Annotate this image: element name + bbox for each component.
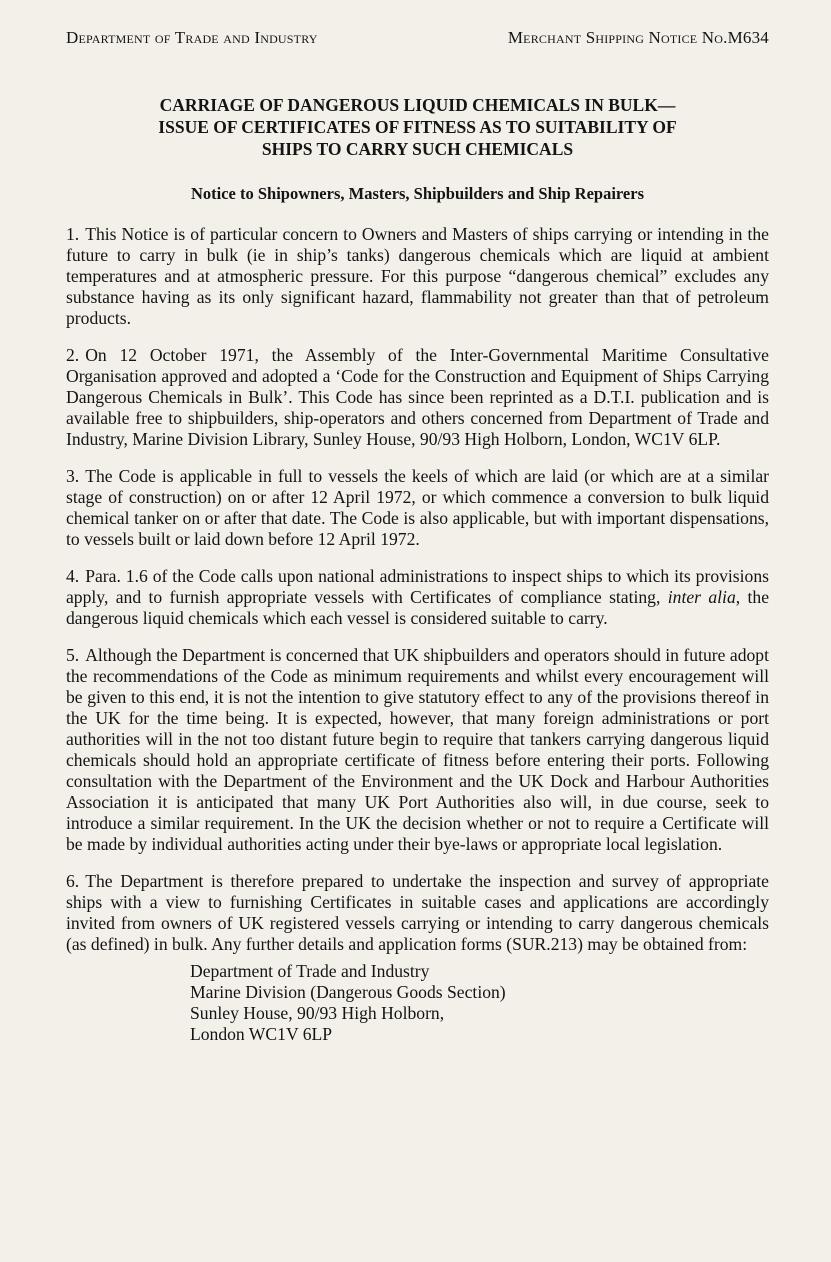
address-line: London WC1V 6LP	[190, 1024, 333, 1044]
paragraph-3	[66, 466, 769, 550]
paragraph-number: 5.	[66, 645, 80, 665]
paragraph-text: The Code is applicable in full to vessels the keels of which are laid (or which are at a similar stage of construction) on or after 12 April 1972, or which commence a conversion to bulk liquid chemical tanker on or after that date. The Code is also applicable, but with important dispensations, to vessels built or laid down before 12 April 1972.	[66, 466, 769, 549]
notice-number: Merchant Shipping Notice No.M634	[507, 28, 769, 47]
paragraph-text-before: Para. 1.6 of the Code calls upon national administrations to inspect ships to which its provisions apply, and to furnish appropriate vessels with Certificates of compliance stating,	[66, 566, 769, 607]
notice-audience: Notice to Shipowners, Masters, Shipbuilders and Ship Repairers	[190, 184, 645, 203]
paragraph-number: 6.	[66, 871, 80, 891]
paragraph-text: This Notice is of particular concern to Owners and Masters of ships carrying or intending in the future to carry in bulk (ie in ship’s tanks) dangerous chemicals which are liquid at ambient temperatures and at atmospheric pressure. For this purpose “dangerous chemical” excludes any substance having as its only significant hazard, flammability not greater than that of petroleum products.	[66, 224, 769, 328]
paragraph-text: Although the Department is concerned that UK shipbuilders and operators should in future adopt the recommendations of the Code as minimum requirements and whilst every encouragement will be given to this end, it is not the intention to give statutory effect to any of the provisions thereof in the UK for the time being. It is expected, however, that many foreign administrations or port authorities will in the not too distant future begin to require that tankers carrying dangerous liquid chemicals should hold an appropriate certificate of fitness before entering their ports. Following consultation with the Department of the Environment and the UK Dock and Harbour Authorities Association it is anticipated that many UK Port Authorities also will, in due course, seek to introduce a similar requirement. In the UK the decision whether or not to require a Certificate will be made by individual authorities acting under their bye-laws or appropriate local legislation.	[66, 645, 769, 854]
paragraph-1	[66, 224, 769, 329]
department-name: Department of Trade and Industry	[66, 28, 318, 47]
paragraph-number: 2.	[66, 345, 80, 365]
paragraph-text: The Department is therefore prepared to undertake the inspection and survey of appropriate ships with a view to furnishing Certificates in suitable cases and applications are accordingly invited from owners of UK registered vessels carrying or intending to carry dangerous chemicals (as defined) in bulk. Any further details and application forms (SUR.213) may be obtained from:	[66, 871, 769, 954]
running-header	[66, 28, 769, 48]
paragraph-6	[66, 871, 769, 955]
address-line: Sunley House, 90/93 High Holborn,	[190, 1003, 445, 1023]
paragraph-number: 3.	[66, 466, 80, 486]
paragraph-text-after: , the dangerous liquid chemicals which each vessel is considered suitable to carry.	[66, 587, 770, 628]
contact-address	[190, 961, 769, 1045]
paragraph-5	[66, 645, 769, 855]
paragraph-text-italic: inter alia	[667, 587, 736, 607]
paragraph-number: 1.	[66, 224, 80, 244]
notice-title: CARRIAGE OF DANGEROUS LIQUID CHEMICALS IN BULK— ISSUE OF CERTIFICATES OF FITNESS AS TO SUITABILITY OF SHIPS TO CARRY SUCH CHEMICALS	[158, 95, 677, 159]
address-line: Marine Division (Dangerous Goods Section)	[190, 982, 506, 1002]
paragraph-text: On 12 October 1971, the Assembly of the Inter-Governmental Maritime Consultative Organisation approved and adopted a ‘Code for the Construction and Equipment of Ships Carrying Dangerous Chemicals in Bulk’. This Code has since been reprinted as a D.T.I. publication and is available free to shipbuilders, ship-operators and others concerned from Department of Trade and Industry, Marine Division Library, Sunley House, 90/93 High Holborn, London, WC1V 6LP.	[66, 345, 769, 449]
paragraph-4	[66, 566, 769, 629]
paragraph-number: 4.	[66, 566, 80, 586]
paragraph-2	[66, 345, 769, 450]
address-line: Department of Trade and Industry	[190, 961, 430, 981]
